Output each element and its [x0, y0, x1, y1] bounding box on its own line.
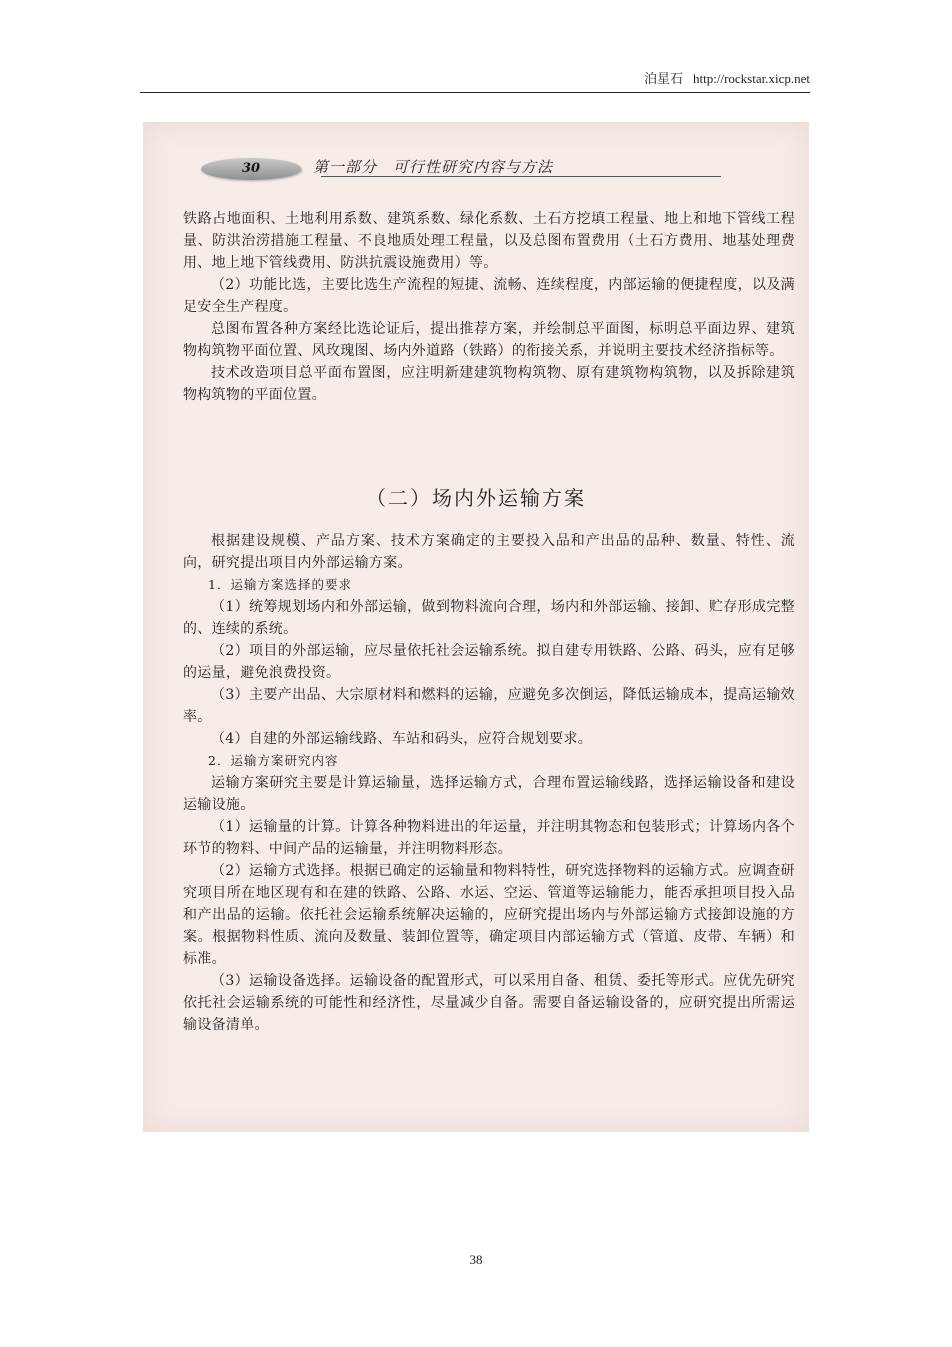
- scanned-page: [143, 122, 809, 1132]
- book-running-header: [201, 156, 721, 184]
- paragraph: （2）功能比选，主要比选生产流程的短捷、流畅、连续程度，内部运输的便捷程度，以及满足安全生产程度。: [183, 277, 795, 315]
- list-item: （3）主要产出品、大宗原材料和燃料的运输，应避免多次倒运，降低运输成本，提高运输效率。: [183, 687, 795, 725]
- paragraph: 总图布置各种方案经比选论证后，提出推荐方案，并绘制总平面图，标明总平面边界、建筑物构筑物平面位置、风玫瑰图、场内外道路（铁路）的衔接关系，并说明主要技术经济指标等。: [183, 321, 795, 359]
- list-item: （1）运输量的计算。计算各种物料进出的年运量，并注明其物态和包装形式；计算场内各个环节的物料、中间产品的运输量，并注明物料形态。: [183, 819, 795, 857]
- list-item: （3）运输设备选择。运输设备的配置形式，可以采用自备、租赁、委托等形式。应优先研究依托社会运输系统的可能性和经济性，尽量减少自备。需要自备运输设备的，应研究提出所需运输设备清单。: [183, 973, 795, 1033]
- paragraph: 铁路占地面积、土地利用系数、建筑系数、绿化系数、土石方挖填工程量、地上和地下管线工程量、防洪治涝措施工程量、不良地质处理工程量，以及总图布置费用（土石方费用、地基处理费用、地上地下管线费用、防洪抗震设施费用）等。: [183, 211, 795, 271]
- paragraph: 技术改造项目总平面布置图，应注明新建建筑物构筑物、原有建筑物构筑物，以及拆除建筑物构筑物的平面位置。: [183, 365, 795, 403]
- top-text-block: [183, 208, 795, 406]
- section-heading: （二）场内外运输方案: [366, 486, 586, 510]
- book-section-title: 第一部分 可行性研究内容与方法: [313, 158, 554, 176]
- list-item: （1）统筹规划场内和外部运输，做到物料流向合理，场内和外部运输、接卸、贮存形成完整的、连续的系统。: [183, 599, 795, 637]
- site-header: [140, 70, 810, 93]
- book-page-badge: 30: [201, 158, 301, 180]
- transport-text-block: [183, 530, 795, 1036]
- list-item: （2）项目的外部运输，应尽量依托社会运输系统。拟自建专用铁路、公路、码头，应有足够的运量，避免浪费投资。: [183, 643, 795, 681]
- site-url[interactable]: http://rockstar.xicp.net: [693, 71, 810, 86]
- subsection-title: 1．运输方案选择的要求: [208, 577, 352, 592]
- section-intro: 根据建设规模、产品方案、技术方案确定的主要投入品和产出品的品种、数量、特性、流向，研究提出项目内外部运输方案。: [183, 533, 795, 571]
- subsection-title: 2．运输方案研究内容: [208, 753, 339, 768]
- list-item: （4）自建的外部运输线路、车站和码头，应符合规划要求。: [211, 731, 593, 747]
- page-number: 38: [469, 1252, 483, 1267]
- list-item: （2）运输方式选择。根据已确定的运输量和物料特性，研究选择物料的运输方式。应调查研究项目所在地区现有和在建的铁路、公路、水运、空运、管道等运输能力，能否承担项目投入品和产出品的运输。依托社会运输系统解决运输的，应研究提出场内与外部运输方式接卸设施的方案。根据物料性质、流向及数量、装卸位置等，确定项目内部运输方式（管道、皮带、车辆）和标准。: [183, 863, 795, 967]
- site-name: 泊星石: [644, 71, 684, 86]
- subsection-intro: 运输方案研究主要是计算运输量，选择运输方式，合理布置运输线路，选择运输设备和建设运输设施。: [183, 775, 795, 813]
